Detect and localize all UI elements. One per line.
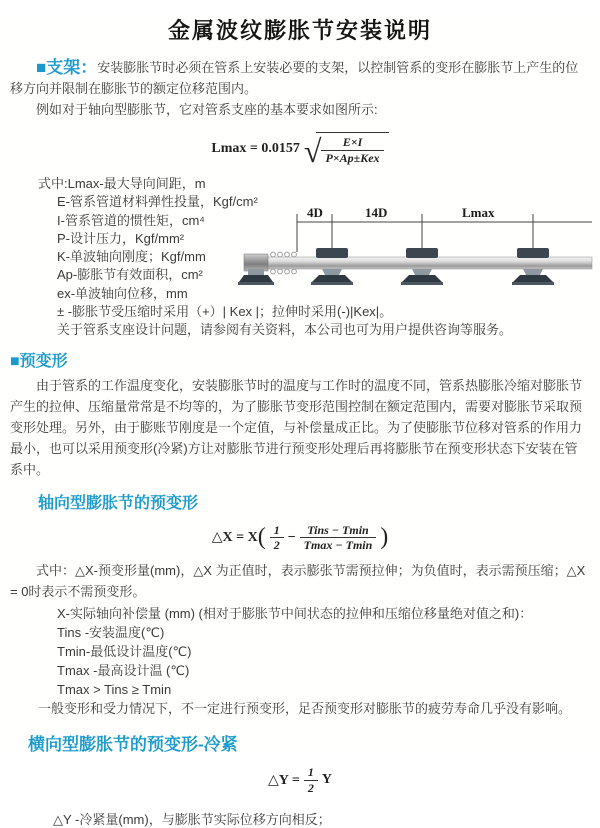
axial-predeform-formula [10,523,590,553]
transverse-formula [10,765,590,795]
document-page [0,14,600,828]
predeform-paragraph: 由于管系的工作温度变化，安装膨胀节时的温度与工作时的温度不同，管系热膨胀冷缩对膨胀节产生的拉伸、压缩量常常是不均等的，为了膨胀节变形范围控制在额定范围内，需要对膨胀节采取预变形处理。另外，由于膨账节刚度是一个定值，与补偿量成正比。为了使膨胀节位移对管系的作用力最小，也可以采用预变形(冷紧)方让对膨胀节进行预变形处理后再将膨胀节在预变形状态下安装在管系中。 [10,377,583,477]
transverse-subheading: 横向型膨胀节的预变形-冷紧 [28,735,238,755]
support-example-line: 例如对于轴向型膨胀节，它对管系支座的基本要求如图所示: [36,102,378,117]
lmax-formula [10,130,590,167]
transverse-formula-lhs: △Y = [268,772,300,788]
open-paren: ( [257,523,266,550]
support-intro-paragraph [10,57,590,99]
predeform-section-heading: ■预变形 [10,352,68,370]
temp-numerator: Tins − Tmin [307,522,369,537]
lmax-formula-numerator: E×I [342,135,363,150]
axial-definition-lines [10,604,590,718]
axial-subheading: 轴向型膨胀节的预变形 [38,494,199,512]
definition-line: K-单波轴向刚度；Kgf/mm [57,249,206,265]
definition-line: 式中:Lmax-最大导向间距，m [38,176,206,191]
definition-line: Ap-膨胀节有效面积，cm² [57,267,203,283]
dimension-lines [297,214,592,252]
lmax-formula-denominator: P×Ap±Kex [321,150,383,165]
consulting-note-line: 关于管系支座设计问题，请参阅有关资料，本公司也可为用户提供咨询等服务。 [57,322,513,338]
transverse-half-numerator: 1 [307,765,314,780]
definition-line: ex-单波轴向位移，mm [57,285,188,301]
pipe-support-diagram [240,202,596,290]
axial-formula-explanation: 式中：△X-预变形量(mm)，△X 为正值时，表示膨张节需预拉伸；为负值时，表示需预压缩；△X = 0时表示不需预变形。 [10,563,586,600]
transverse-note-line: △Y -冷紧量(mm)，与膨胀节实际位移方向相反； [53,812,331,828]
transverse-half-denominator: 2 [304,780,318,795]
axial-formula-pre: △X = X [211,530,258,546]
axial-line: Tmin-最低设计温度(℃) [57,644,192,660]
dimension-label-lmax: Lmax [462,205,495,220]
definition-line: E-管系管道材料弹性投量，Kgf/cm² [57,194,258,210]
axial-line: Tmax > Tins ≥ Tmin [57,682,172,698]
temp-denominator: Tmax − Tmin [300,537,377,552]
axial-line: X-实际轴向补偿量 (mm) (相对于膨胀节中间状态的拉伸和压缩位移量绝对值之和)： [57,606,533,622]
transverse-formula-rhs: Y [321,772,332,788]
support-section-heading: ■支架： [36,58,98,77]
definition-line: P-设计压力，Kgf/mm² [57,230,185,246]
dimension-label-4d: 4D [307,205,323,220]
definition-line: ± -膨胀节受压缩时采用（+）| Kex |；拉伸时采用(-)|Kex|。 [57,304,393,320]
anchor-support [238,269,274,285]
page-title: 金属波纹膨胀节安装说明 [167,18,432,43]
close-paren: ) [380,523,389,550]
axial-remark-line: 一般变形和受力情况下，不一定进行预变形，足否预变形对膨胀节的疲劳寿命几乎没有影响。 [38,701,572,717]
axial-line: Tmax -最高设计温 (℃) [57,663,190,679]
pipe [264,257,592,269]
lmax-formula-lhs: Lmax = 0.0157 [211,140,300,156]
half-denominator: 2 [270,537,284,552]
support-intro-text: 安装膨胀节时必须在管系上安装必要的支架，以控制管系的变形在膨胀节上产生的位移方向并限制在膨胀节的额定位移范围内。 [10,60,579,96]
sqrt-symbol: √ [303,133,322,169]
pipe-end-fitting [244,254,268,271]
half-numerator: 1 [273,522,280,537]
minus-sign: − [287,529,296,545]
axial-line: Tins -安装温度(℃) [57,625,165,641]
definition-line: I-管系管道的惯性矩，cm⁴ [57,212,205,228]
dimension-label-14d: 14D [365,205,388,220]
